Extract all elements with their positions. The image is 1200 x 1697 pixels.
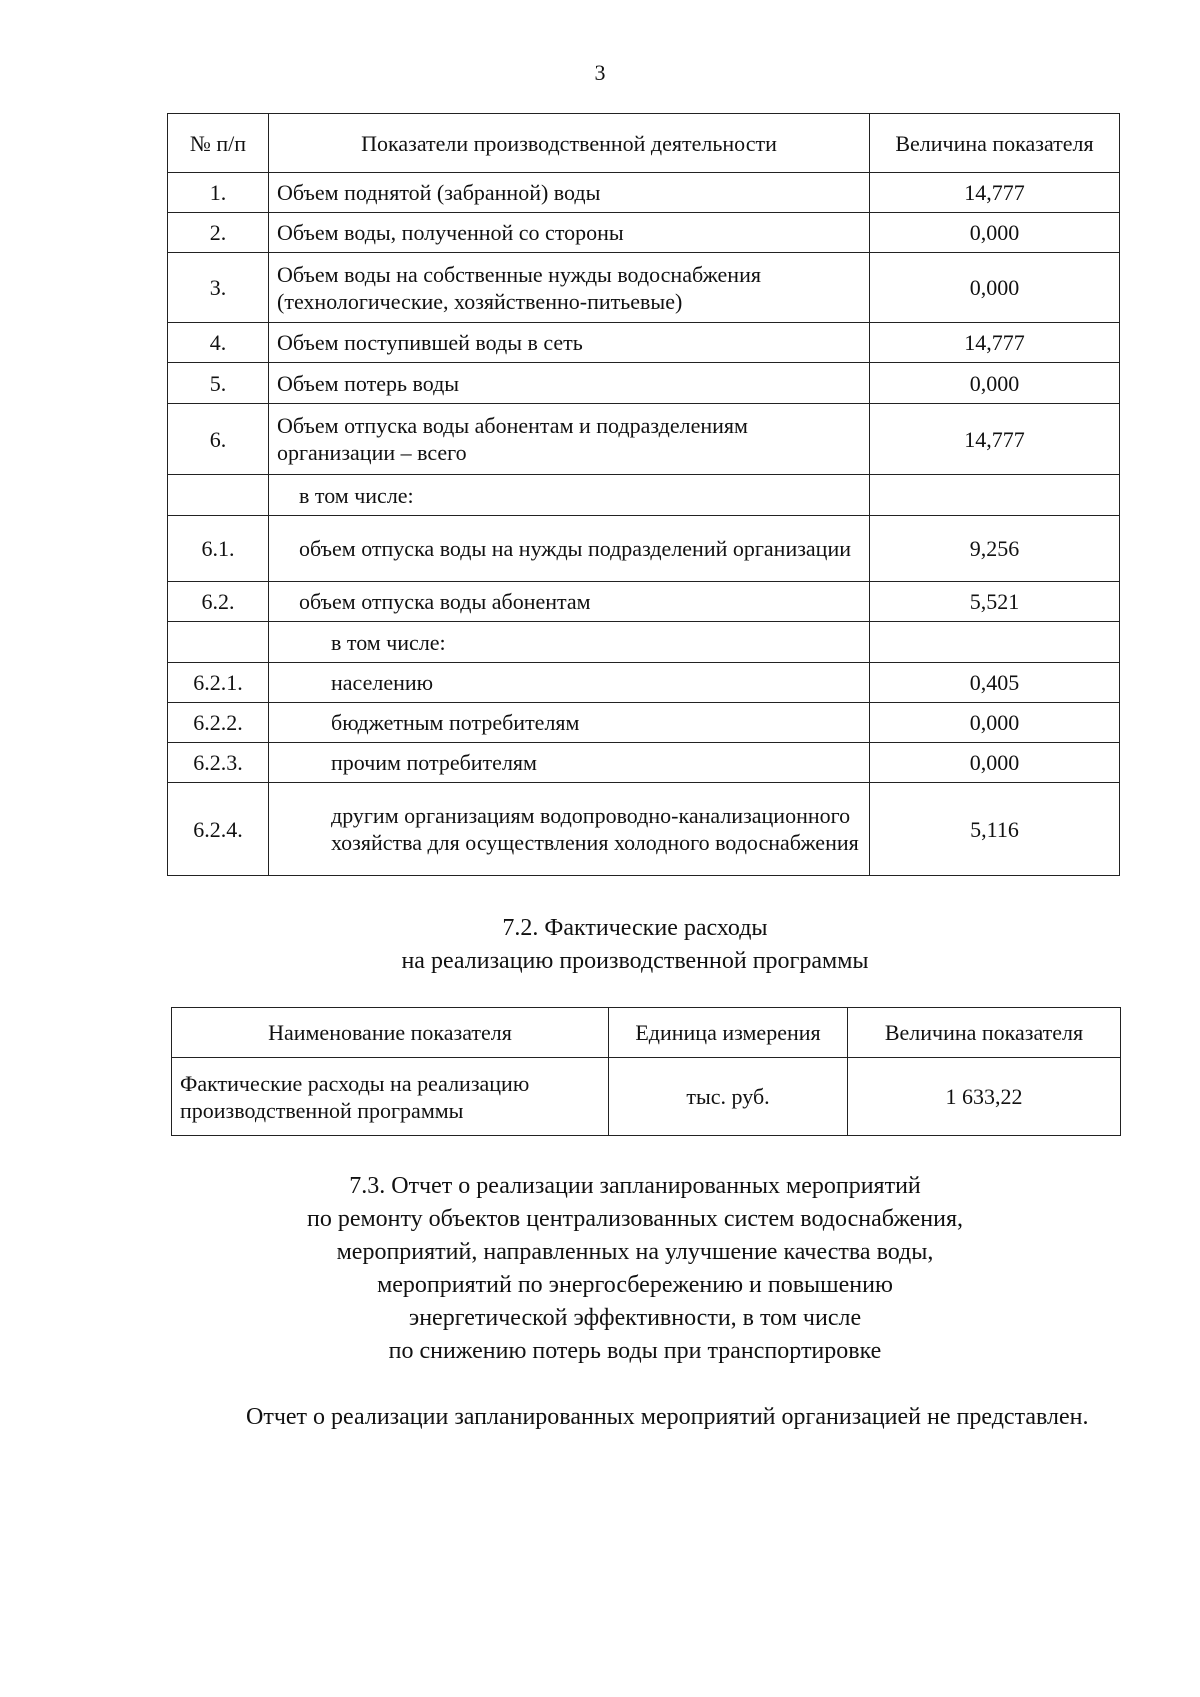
row-number: 6. [168, 404, 269, 475]
table-row [168, 404, 1120, 475]
table-row [168, 213, 1120, 253]
row-value: 0,405 [870, 663, 1120, 703]
heading-line: мероприятий по энергосбережению и повышению [377, 1272, 893, 1298]
row-value [870, 475, 1120, 516]
row-number: 6.2.4. [168, 783, 269, 876]
header-unit: Единица измерения [609, 1008, 848, 1058]
table-row [168, 475, 1120, 516]
row-indicator: Объем поднятой (забранной) воды [269, 173, 870, 213]
row-indicator: Объем отпуска воды абонентам и подразделениям организации – всего [269, 404, 870, 475]
row-value: 5,521 [870, 582, 1120, 622]
row-indicator: объем отпуска воды абонентам [269, 582, 870, 622]
row-value: 1 633,22 [848, 1058, 1121, 1136]
row-indicator: Объем воды на собственные нужды водоснабжения (технологические, хозяйственно-питьевые) [269, 253, 870, 323]
row-name: Фактические расходы на реализацию производственной программы [172, 1058, 609, 1136]
row-value: 9,256 [870, 516, 1120, 582]
table-row [168, 253, 1120, 323]
table-row [168, 743, 1120, 783]
row-indicator: Объем поступившей воды в сеть [269, 323, 870, 363]
table-row [168, 622, 1120, 663]
heading-line: мероприятий, направленных на улучшение качества воды, [336, 1239, 934, 1265]
row-indicator: в том числе: [269, 622, 870, 663]
heading-line: по ремонту объектов централизованных систем водоснабжения, [306, 1206, 963, 1232]
row-value: 0,000 [870, 703, 1120, 743]
header-num: № п/п [168, 114, 269, 173]
header-value: Величина показателя [870, 114, 1120, 173]
table-row [172, 1058, 1121, 1136]
row-number: 6.2.2. [168, 703, 269, 743]
section-7-2-heading [0, 912, 1200, 978]
row-number: 5. [168, 363, 269, 404]
heading-line: по снижению потерь воды при транспортировке [388, 1338, 882, 1364]
row-number: 6.2.3. [168, 743, 269, 783]
header-indicator: Показатели производственной деятельности [269, 114, 870, 173]
row-value: 14,777 [870, 323, 1120, 363]
table-row [168, 323, 1120, 363]
heading-line: 7.3. Отчет о реализации запланированных мероприятий [349, 1173, 921, 1199]
row-indicator: другим организациям водопроводно-канализационного хозяйства для осуществления холодного водоснабжения [269, 783, 870, 876]
row-indicator: прочим потребителям [269, 743, 870, 783]
header-name: Наименование показателя [172, 1008, 609, 1058]
row-indicator: в том числе: [269, 475, 870, 516]
row-indicator: населению [269, 663, 870, 703]
row-value: 5,116 [870, 783, 1120, 876]
row-value [870, 622, 1120, 663]
table-row [168, 783, 1120, 876]
row-indicator: Объем потерь воды [269, 363, 870, 404]
row-number: 6.2.1. [168, 663, 269, 703]
row-number [168, 475, 269, 516]
heading-line: 7.2. Фактические расходы [502, 915, 768, 941]
expenses-table [171, 1007, 1121, 1136]
row-value: 14,777 [870, 173, 1120, 213]
row-number [168, 622, 269, 663]
row-indicator: бюджетным потребителям [269, 703, 870, 743]
row-value: 0,000 [870, 743, 1120, 783]
row-number: 1. [168, 173, 269, 213]
row-value: 14,777 [870, 404, 1120, 475]
table-row [168, 703, 1120, 743]
page-number: 3 [594, 60, 606, 85]
row-indicator: Объем воды, полученной со стороны [269, 213, 870, 253]
heading-line: на реализацию производственной программы [401, 948, 869, 974]
table-row [168, 363, 1120, 404]
table-header-row [172, 1008, 1121, 1058]
heading-line: энергетической эффективности, в том числе [408, 1305, 862, 1331]
section-7-3-heading [0, 1170, 1200, 1368]
header-value: Величина показателя [848, 1008, 1121, 1058]
row-value: 0,000 [870, 363, 1120, 404]
row-number: 3. [168, 253, 269, 323]
production-indicators-table [167, 113, 1120, 876]
row-unit: тыс. руб. [609, 1058, 848, 1136]
report-paragraph: Отчет о реализации запланированных мероприятий организацией не представлен. [246, 1404, 1089, 1430]
table-row [168, 173, 1120, 213]
table-row [168, 663, 1120, 703]
row-value: 0,000 [870, 253, 1120, 323]
row-number: 6.2. [168, 582, 269, 622]
row-number: 4. [168, 323, 269, 363]
row-indicator: объем отпуска воды на нужды подразделений организации [269, 516, 870, 582]
row-number: 2. [168, 213, 269, 253]
table-row [168, 582, 1120, 622]
table-row [168, 516, 1120, 582]
row-number: 6.1. [168, 516, 269, 582]
row-value: 0,000 [870, 213, 1120, 253]
table-header-row [168, 114, 1120, 173]
